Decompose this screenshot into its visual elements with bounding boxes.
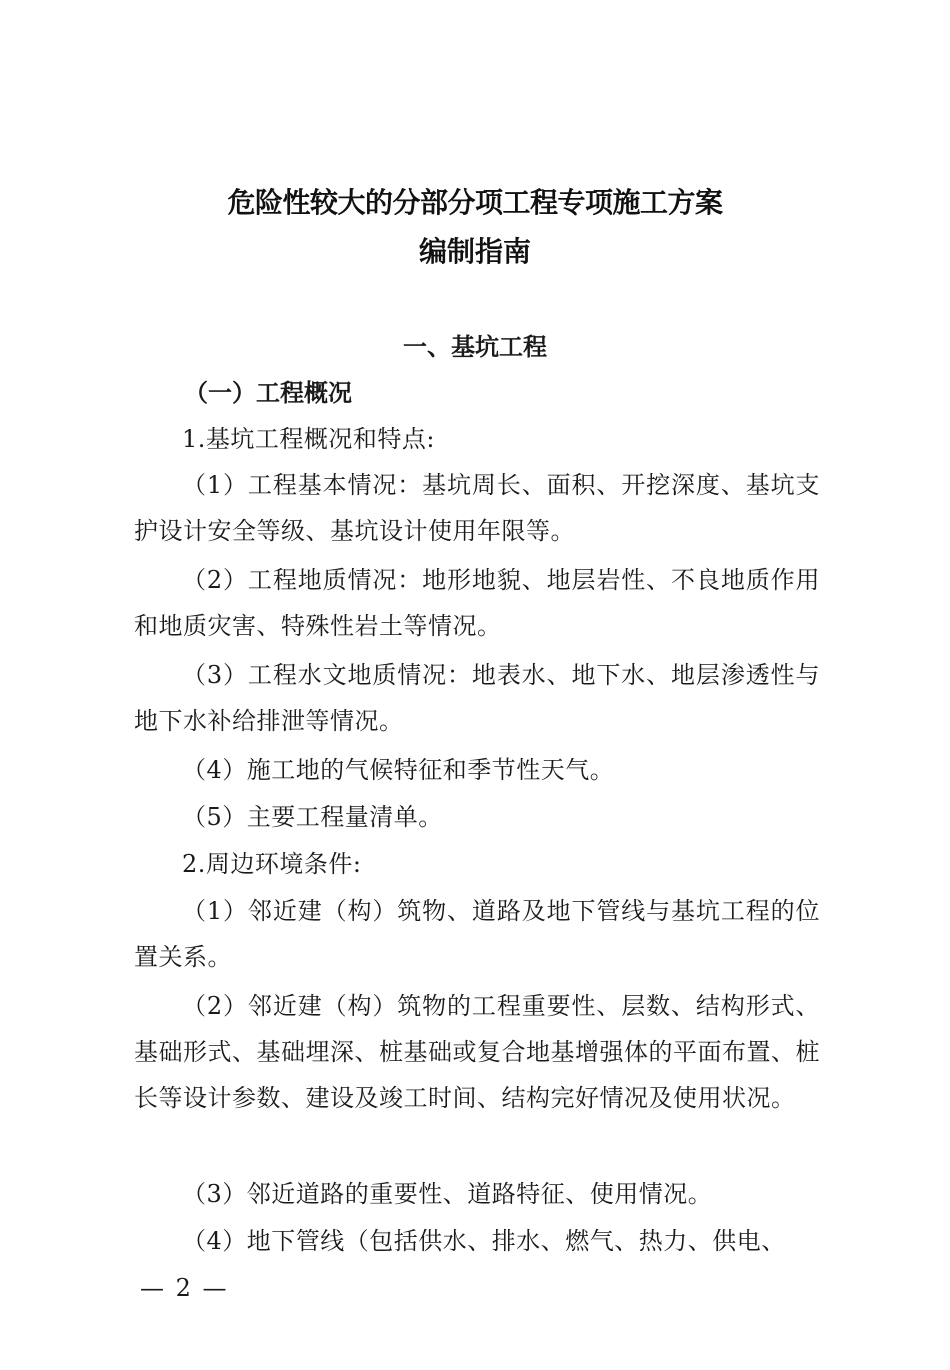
paragraph-2: （1）工程基本情况：基坑周长、面积、开挖深度、基坑支护设计安全等级、基坑设计使用年限等。 <box>134 471 820 545</box>
paragraph-9: （2）邻近建（构）筑物的工程重要性、层数、结构形式、基础形式、基础埋深、桩基础或复合地基增强体的平面布置、桩长等设计参数、建设及竣工时间、结构完好情况及使用状况。 <box>134 992 820 1112</box>
page-number: — 2 — <box>140 1274 229 1302</box>
paragraph-4: （3）工程水文地质情况：地表水、地下水、地层渗透性与地下水补给排泄等情况。 <box>134 661 820 735</box>
paragraph-8: （1）邻近建（构）筑物、道路及地下管线与基坑工程的位置关系。 <box>134 897 820 971</box>
paragraph-6: （5）主要工程量清单。 <box>182 803 443 831</box>
paragraph-1: 1.基坑工程概况和特点: <box>182 425 435 453</box>
subsection-heading: （一）工程概况 <box>184 379 352 407</box>
section-heading: 一、基坑工程 <box>403 333 547 361</box>
paragraph-11: （4）地下管线（包括供水、排水、燃气、热力、供电、 <box>182 1227 786 1255</box>
paragraph-7: 2.周边环境条件: <box>182 850 362 878</box>
paragraph-3: （2）工程地质情况：地形地貌、地层岩性、不良地质作用和地质灾害、特殊性岩土等情况。 <box>134 566 820 640</box>
document-title-line-2: 编制指南 <box>418 235 531 268</box>
paragraph-5: （4）施工地的气候特征和季节性天气。 <box>182 756 615 784</box>
paragraph-10: （3）邻近道路的重要性、道路特征、使用情况。 <box>182 1180 713 1208</box>
document-title-line-1: 危险性较大的分部分项工程专项施工方案 <box>227 186 723 219</box>
